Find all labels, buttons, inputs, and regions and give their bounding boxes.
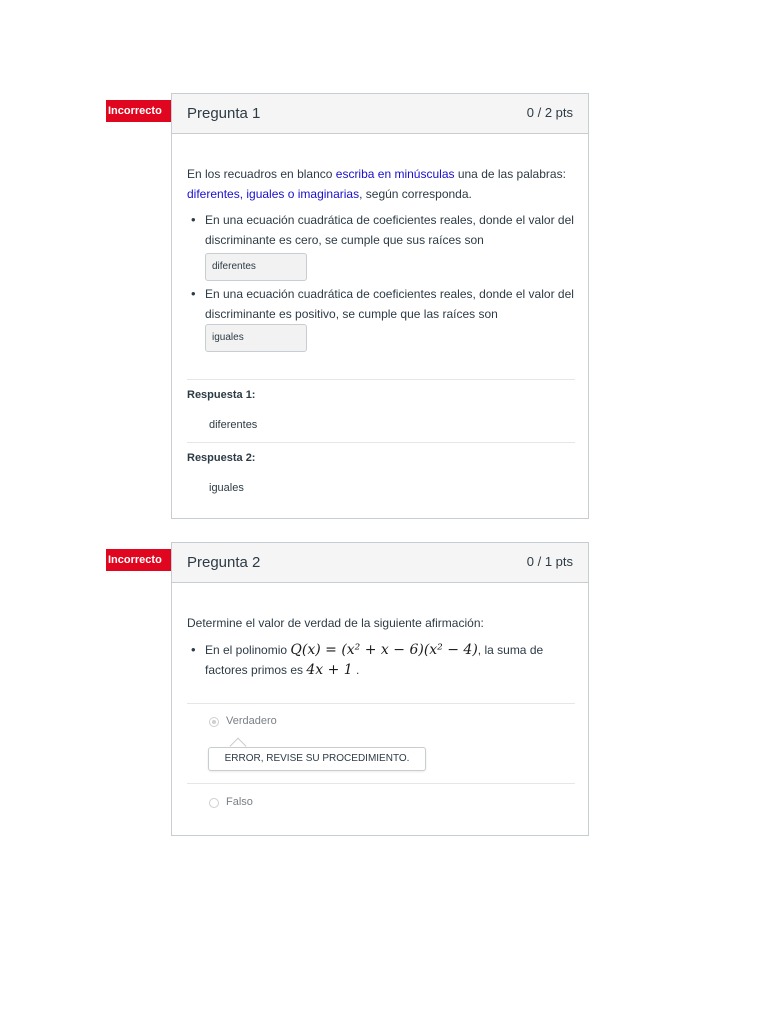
question-title: Pregunta 1	[187, 105, 261, 122]
intro-highlight: escriba en minúsculas	[335, 167, 455, 181]
statement-text: En una ecuación cuadrática de coeficientes reales, donde el valor del discriminante es cero, se cumple que sus raíces son	[205, 213, 574, 247]
question-card-1	[171, 93, 589, 519]
question-card-2	[171, 542, 589, 836]
intro-highlight: diferentes, iguales o imaginarias	[187, 187, 360, 201]
question-statement	[187, 640, 577, 680]
intro-text: , según corresponda.	[359, 187, 472, 201]
response-label-2: Respuesta 2:	[187, 452, 256, 464]
response-value-1: diferentes	[209, 419, 258, 431]
question-statement-1	[187, 210, 577, 281]
radio-verdadero[interactable]	[209, 717, 219, 727]
math-expression: 4x + 1	[306, 662, 353, 678]
answer-blank-1[interactable]: diferentes	[205, 253, 307, 281]
option-label-falso[interactable]: Falso	[226, 796, 253, 808]
question-instructions	[187, 164, 577, 204]
question-header	[172, 94, 588, 134]
question-header	[172, 543, 588, 583]
math-expression: Q(x) = (x² + x − 6)(x² − 4)	[290, 642, 478, 658]
statement-text: En el polinomio	[205, 643, 291, 657]
question-instructions: Determine el valor de verdad de la siguiente afirmación:	[187, 616, 484, 630]
response-value-2: iguales	[209, 482, 244, 494]
question-statement-2	[187, 284, 577, 352]
divider	[187, 783, 575, 784]
option-label-verdadero[interactable]: Verdadero	[226, 715, 277, 727]
question-points: 0 / 2 pts	[526, 105, 573, 120]
feedback-message: ERROR, REVISE SU PROCEDIMIENTO.	[208, 747, 426, 771]
divider	[187, 442, 575, 443]
incorrect-badge: Incorrecto	[106, 100, 172, 122]
question-title: Pregunta 2	[187, 554, 261, 571]
intro-text: En los recuadros en blanco	[187, 167, 336, 181]
statement-text: , la suma de factores primos es	[205, 643, 544, 677]
radio-falso[interactable]	[209, 798, 219, 808]
response-label-1: Respuesta 1:	[187, 389, 256, 401]
statement-text: En una ecuación cuadrática de coeficientes reales, donde el valor del discriminante es positivo, se cumple que las raíces son	[205, 287, 574, 321]
incorrect-badge: Incorrecto	[106, 549, 172, 571]
question-points: 0 / 1 pts	[526, 554, 573, 569]
statement-text: .	[352, 663, 360, 677]
answer-blank-2[interactable]: iguales	[205, 324, 307, 352]
divider	[187, 703, 575, 704]
divider	[187, 379, 575, 380]
intro-text: una de las palabras:	[454, 167, 566, 181]
